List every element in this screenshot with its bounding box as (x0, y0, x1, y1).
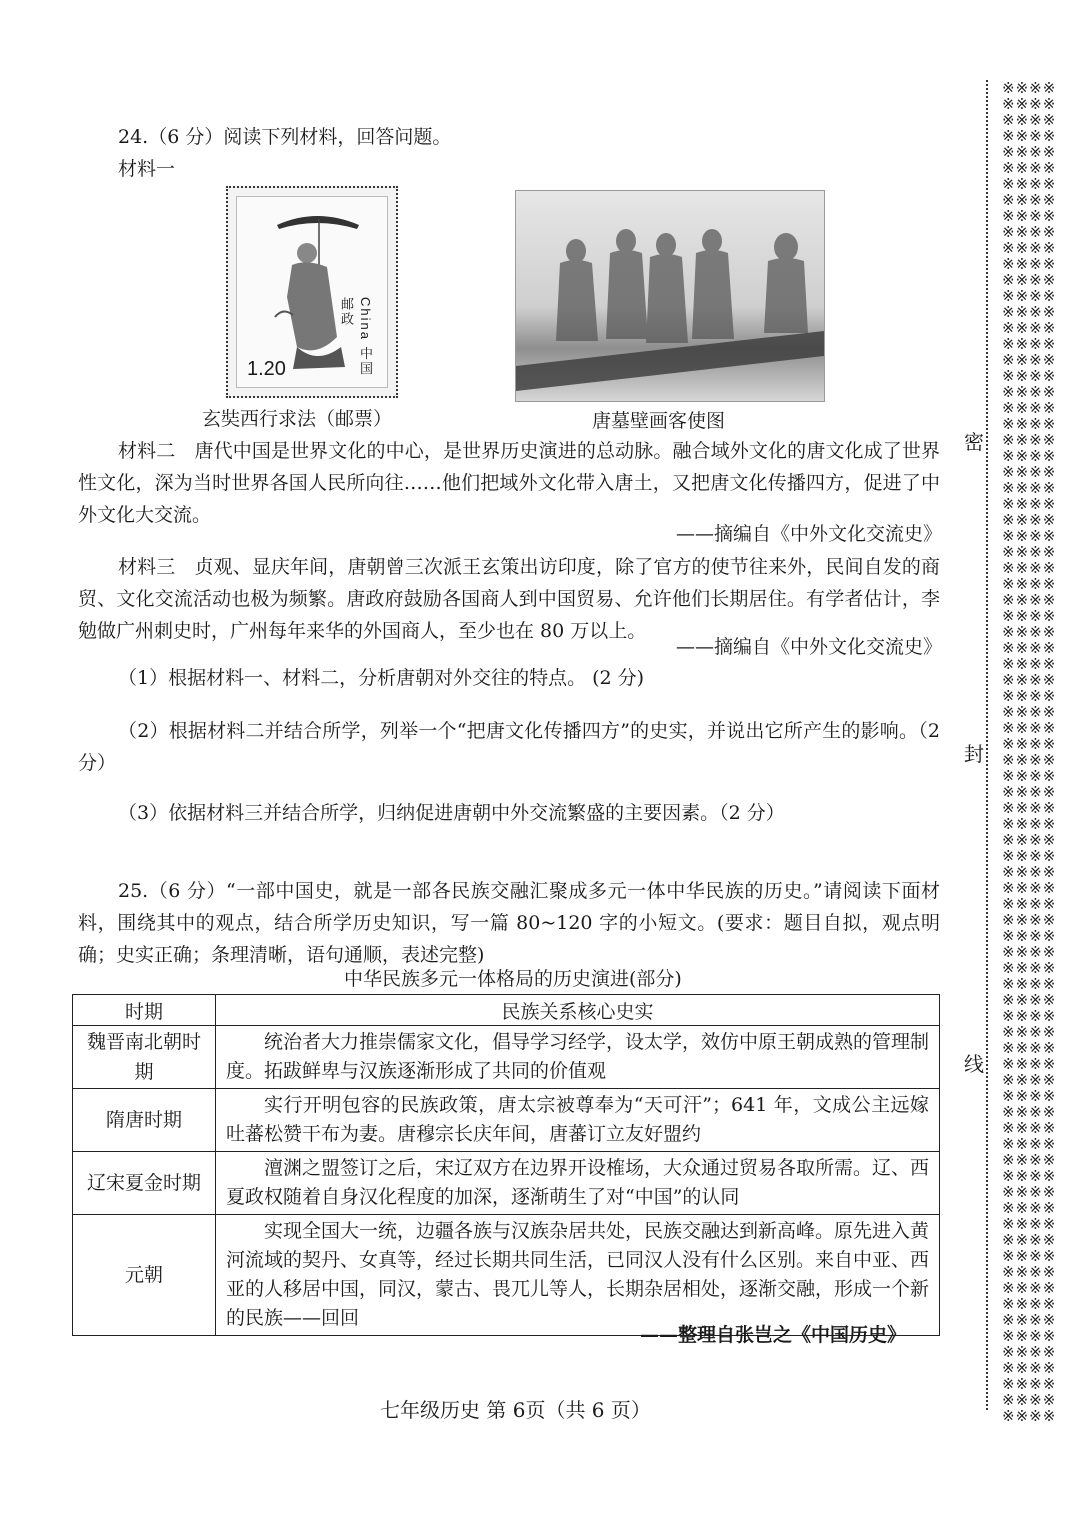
table-header-row (73, 995, 940, 1026)
q25-intro: 25.（6 分）“一部中国史，就是一部各民族交融汇聚成多元一体中华民族的历史。”请阅读下面材料，围绕其中的观点，结合所学历史知识，写一篇 80~120 字的小短文。(要求：题目自拟，观点明确；史实正确；条理清晰，语句通顺，表述完整) (78, 880, 940, 966)
material3-text: 材料三 贞观、显庆年间，唐朝曾三次派王玄策出访印度，除了官方的使节往来外，民间自发的商贸、文化交流活动也极为频繁。唐政府鼓励各国商人到中国贸易、允许他们长期居住。有学者估计，李勉做广州刺史时，广州每年来华的外国商人，至少也在 80 万以上。 (78, 556, 940, 642)
row-fact: 澶渊之盟签订之后，宋辽双方在边界开设榷场，大众通过贸易各取所需。辽、西夏政权随着自身汉化程度的加深，逐渐萌生了对“中国”的认同 (216, 1152, 940, 1215)
header-period: 时期 (73, 995, 216, 1026)
table-row (73, 1089, 940, 1152)
mural-figures-illustration (516, 191, 824, 401)
stamp-caption: 玄奘西行求法（邮票） (202, 408, 393, 430)
q24-sub2: （2）根据材料二并结合所学，列举一个“把唐文化传播四方”的史实，并说出它所产生的影响。（2 分） (78, 720, 940, 774)
history-table (72, 994, 940, 1336)
margin-x-pattern: ※※※※ ※※※※ ※※※※ ※※※※ ※※※※ ※※※※ ※※※※ ※※※※ ※※※※ ※※※※ ※※※※ ※※※※ ※※※※ ※※※※ ※※※※ ※※※※ ※※※※ ※※※※ ※※※※ ※※※※ ※※※※ ※※※※ ※※※※ ※※※※ ※※※※ ※※※※ ※※※※ ※※※※ ※※※※ ※※※※ ※※※※ ※※※※ ※※※※ ※※※※ ※※※※ ※※※※ ※※※※ ※※※※ ※※※※ ※※※※ ※※※※ ※※※※ ※※※※ ※※※※ ※※※※ ※※※※ ※※※※ ※※※※ ※※※※ ※※※※ ※※※※ ※※※※ ※※※※ ※※※※ ※※※※ ※※※※ ※※※※ ※※※※ ※※※※ ※※※※ ※※※※ ※※※※ ※※※※ ※※※※ ※※※※ ※※※※ ※※※※ ※※※※ ※※※※ ※※※※ ※※※※ ※※※※ ※※※※ ※※※※ ※※※※ ※※※※ ※※※※ ※※※※ ※※※※ ※※※※ ※※※※ ※※※※ ※※※※ ※※※※ (1002, 79, 1057, 1425)
row-fact: 统治者大力推崇儒家文化，倡导学习经学，设太学，效仿中原王朝成熟的管理制度。拓跋鲜卑与汉族逐渐形成了共同的价值观 (216, 1026, 940, 1089)
row-period: 元朝 (73, 1215, 216, 1336)
material1-label: 材料一 (118, 158, 176, 180)
margin-xian: 线 (964, 1046, 984, 1079)
mural-caption: 唐墓壁画客使图 (592, 410, 726, 432)
row-fact: 实现全国大一统，边疆各族与汉族杂居共处，民族交融达到新高峰。原先进入黄河流域的契丹、女真等，经过长期共同生活，已同汉人没有什么区别。来自中亚、西亚的人移居中国，同汉，蒙古、畏兀儿等人，长期杂居相处，逐渐交融，形成一个新的民族——回回 (216, 1215, 940, 1336)
table-source: ——整理自张岂之《中国历史》 (640, 1324, 907, 1346)
material3-source: ——摘编自《中外文化交流史》 (676, 636, 943, 658)
row-period: 隋唐时期 (73, 1089, 216, 1152)
margin-feng: 封 (964, 736, 984, 769)
page-footer: 七年级历史 第 6页（共 6 页） (380, 1398, 651, 1422)
row-period: 辽宋夏金时期 (73, 1152, 216, 1215)
mural-image (515, 190, 825, 402)
q24-sub1: （1）根据材料一、材料二，分析唐朝对外交往的特点。 (2 分) (118, 667, 645, 689)
margin-mi: 密 (964, 424, 984, 457)
row-fact: 实行开明包容的民族政策，唐太宗被尊奉为“天可汗”；641 年，文成公主远嫁吐蕃松赞干布为妻。唐穆宗长庆年间，唐蕃订立友好盟约 (216, 1089, 940, 1152)
stamp-country-text: China 中国邮政 (339, 297, 373, 377)
binding-margin-pattern (986, 79, 1058, 1425)
table-title: 中华民族多元一体格局的历史演进(部分) (344, 968, 682, 990)
table-row (73, 1152, 940, 1215)
q24-sub3: （3）依据材料三并结合所学，归纳促进唐朝中外交流繁盛的主要因素。（2 分） (118, 802, 785, 824)
row-period: 魏晋南北朝时期 (73, 1026, 216, 1089)
table-row (73, 1215, 940, 1336)
table-row (73, 1026, 940, 1089)
material2-source: ——摘编自《中外文化交流史》 (676, 523, 943, 545)
stamp-value: 1.20 (247, 358, 286, 380)
material2-text: 材料二 唐代中国是世界文化的中心，是世界历史演进的总动脉。融合域外文化的唐文化成了世界性文化，深为当时世界各国人民所向往……他们把域外文化带入唐土，又把唐文化传播四方，促进了中外文化大交流。 (78, 440, 940, 526)
header-fact: 民族关系核心史实 (216, 995, 940, 1026)
q24-heading: 24.（6 分）阅读下列材料，回答问题。 (118, 126, 452, 148)
stamp-image (226, 186, 398, 398)
